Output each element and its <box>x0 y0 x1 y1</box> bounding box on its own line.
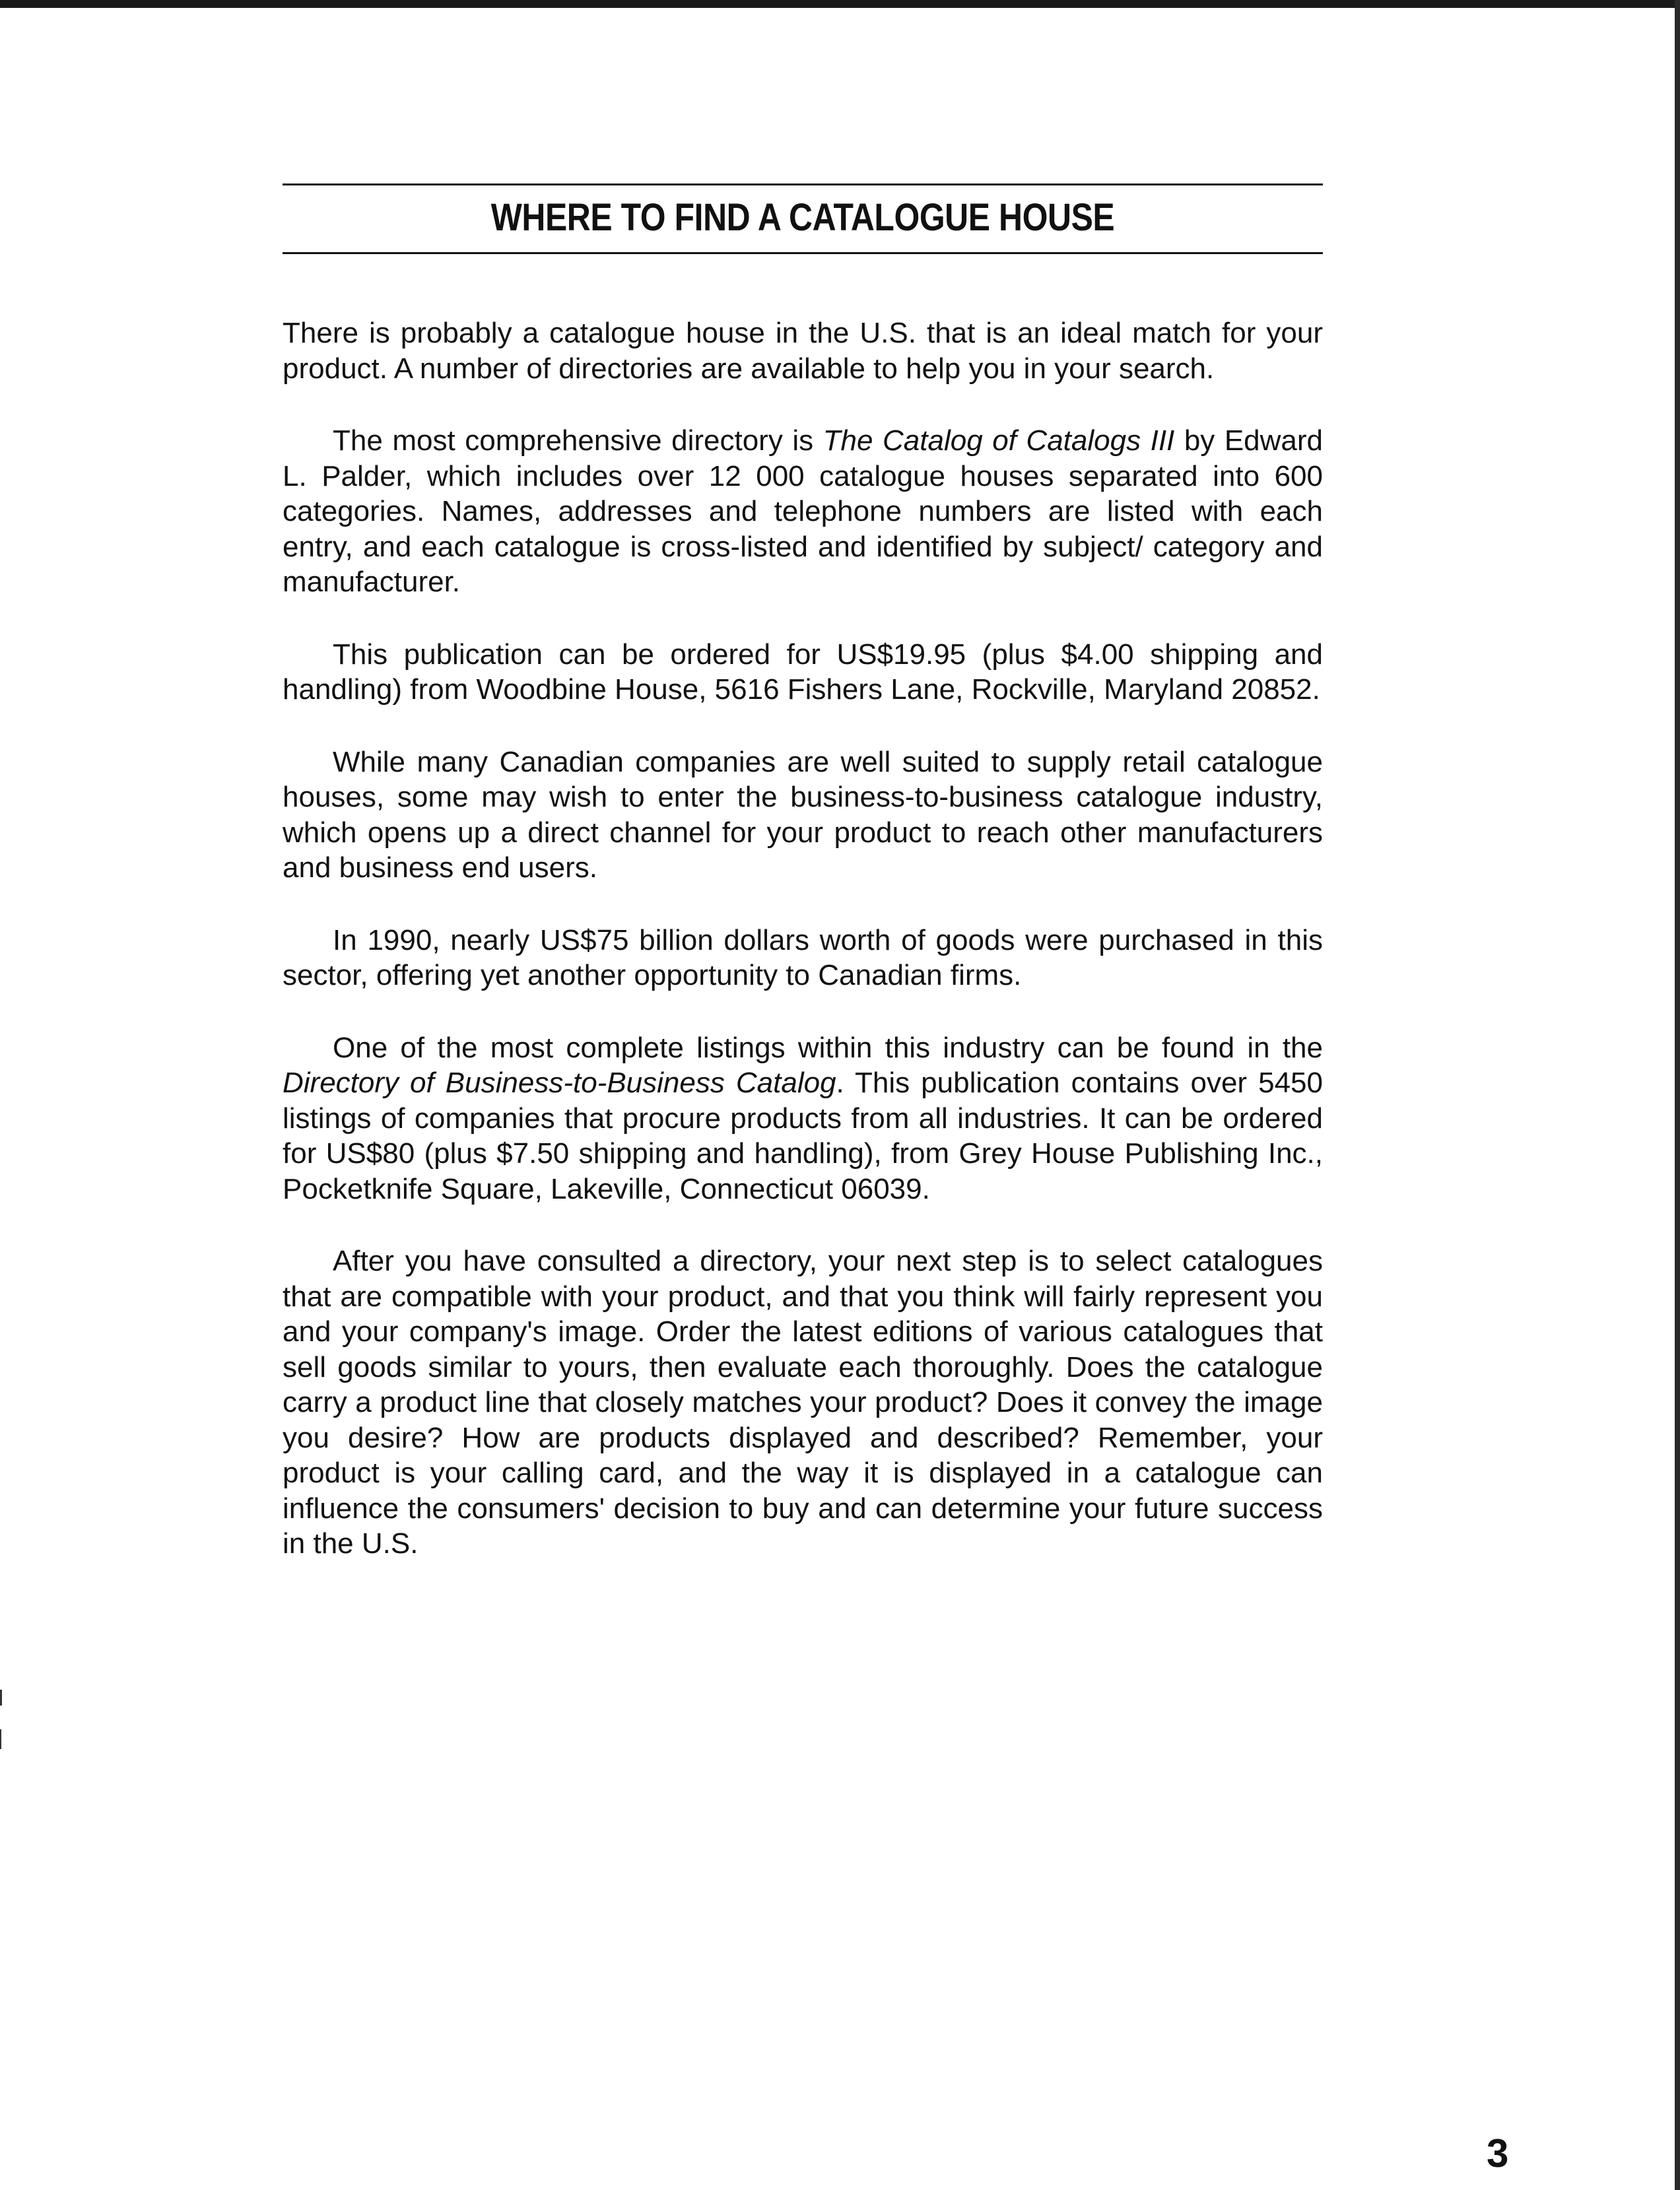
scan-margin-mark <box>0 1690 2 1706</box>
paragraph-catalog-of-catalogs <box>283 423 1323 600</box>
scan-margin-mark <box>0 1729 1 1749</box>
paragraph-select-catalogues: After you have consulted a directory, your next step is to select catalogues that are compatible with your product, and that you think will fairly represent you and your company's image. Order the latest editions of various catalogues that sell goods similar to yours, then evaluate each thoroughly. Does the catalogue carry a product line that closely matches your product? Does it convey the image you desire? How are products displayed and described? Remember, your product is your calling card, and the way it is displayed in a catalogue can influence the consumers' decision to buy and can determine your future success in the U.S. <box>283 1245 1323 1560</box>
page-title: WHERE TO FIND A CATALOGUE HOUSE <box>490 196 1115 239</box>
paragraph-text: One of the most complete listings within this industry can be found in the <box>333 1031 1323 1064</box>
paragraph-ordering-info: This publication can be ordered for US$19.95 (plus $4.00 shipping and handling) from Woodbine House, 5616 Fishers Lane, Rockville, Maryland 20852. <box>283 638 1323 706</box>
publication-title: The Catalog of Catalogs III <box>823 424 1175 457</box>
body-text <box>283 315 1323 1562</box>
paragraph-text: . This publication contains over 5450 listings of companies that procure products from all industries. It can be ordered for US$80 (plus $7.50 shipping and handling), from Grey House Publishing Inc., Pocketknife Square, Lakeville, Connecticut 06039. <box>283 1067 1323 1205</box>
paragraph-b2b-industry: While many Canadian companies are well suited to supply retail catalogue houses, some may wish to enter the business-to-business catalogue industry, which opens up a direct channel for your product to reach other manufacturers and business end users. <box>283 745 1323 884</box>
paragraph-intro: There is probably a catalogue house in the U.S. that is an ideal match for your product. A number of directories are available to help you in your search. <box>283 317 1323 385</box>
paragraph-text: by Edward L. Palder, which includes over 12 000 catalogue houses separated into 600 categories. Names, addresses and telephone numbers are listed with each entry, and each catalogue is cross-listed and identified by subject/ category and manufacturer. <box>283 424 1324 598</box>
scan-edge-right <box>1675 0 1680 2190</box>
publication-title: Directory of Business-to-Business Catalog <box>283 1067 836 1099</box>
paragraph-1990-sector: In 1990, nearly US$75 billion dollars worth of goods were purchased in this sector, offering yet another opportunity to Canadian firms. <box>283 923 1323 991</box>
paragraph-text: The most comprehensive directory is <box>333 424 823 457</box>
header-rule-bottom <box>283 252 1323 254</box>
page-number: 3 <box>1487 2131 1509 2175</box>
paragraph-b2b-directory <box>283 1030 1323 1207</box>
scan-edge-top <box>0 0 1680 8</box>
header-rule-top <box>283 183 1323 185</box>
